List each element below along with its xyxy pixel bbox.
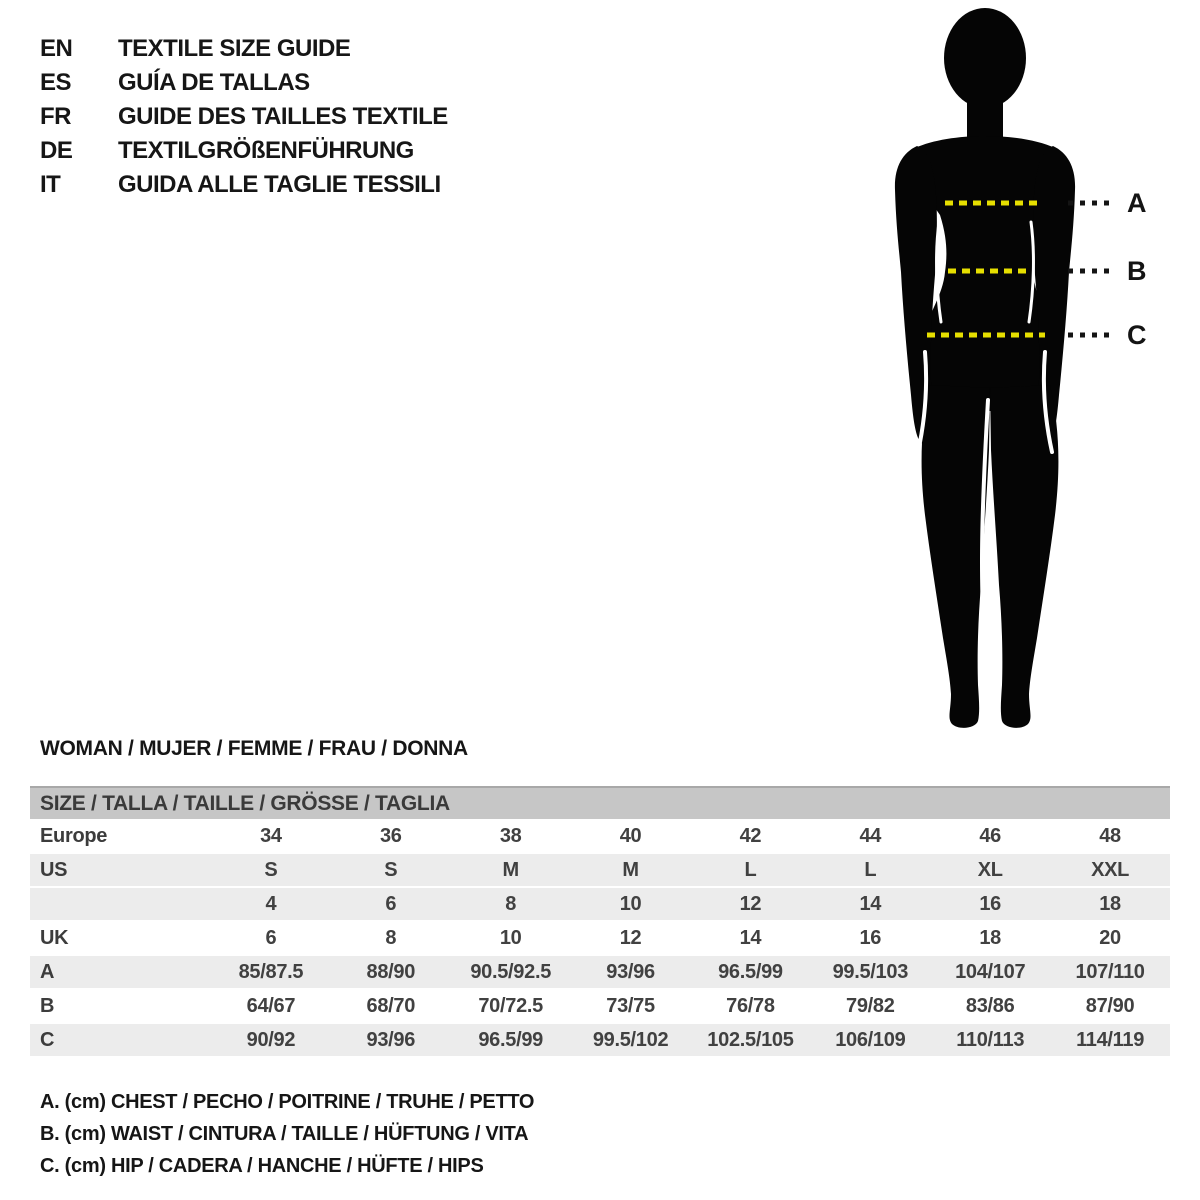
lang-label: TEXTILGRÖßENFÜHRUNG — [118, 137, 414, 164]
size-cell: 42 — [691, 820, 811, 853]
size-cell: 20 — [1050, 921, 1170, 955]
lang-label: GUÍA DE TALLAS — [118, 69, 310, 96]
size-cell: 64/67 — [211, 989, 331, 1023]
measure-label-c: C — [1127, 320, 1147, 350]
table-row — [30, 921, 1170, 955]
woman-silhouette-figure — [855, 0, 1200, 740]
size-cell: 99.5/103 — [810, 955, 930, 989]
lang-code: EN — [40, 35, 73, 62]
size-cell: 44 — [810, 820, 930, 853]
size-table-body — [30, 820, 1170, 1057]
size-cell: XL — [930, 853, 1050, 887]
size-cell: 70/72.5 — [451, 989, 571, 1023]
size-cell: 106/109 — [810, 1023, 930, 1057]
size-cell: 110/113 — [930, 1023, 1050, 1057]
size-cell: 102.5/105 — [691, 1023, 811, 1057]
size-cell: 90/92 — [211, 1023, 331, 1057]
size-cell: 8 — [331, 921, 451, 955]
size-cell: 87/90 — [1050, 989, 1170, 1023]
lang-row-en — [40, 32, 448, 66]
lang-label: GUIDE DES TAILLES TEXTILE — [118, 103, 448, 130]
size-cell: S — [211, 853, 331, 887]
lang-code: IT — [40, 171, 61, 198]
size-cell: 83/86 — [930, 989, 1050, 1023]
section-title-woman: WOMAN / MUJER / FEMME / FRAU / DONNA — [40, 737, 468, 760]
table-row — [30, 820, 1170, 853]
silhouette-neck — [967, 82, 1003, 142]
size-cell: 96.5/99 — [691, 955, 811, 989]
size-cell: 73/75 — [571, 989, 691, 1023]
size-cell: 93/96 — [331, 1023, 451, 1057]
size-cell: 93/96 — [571, 955, 691, 989]
legend-line-a: A. (cm) CHEST / PECHO / POITRINE / TRUHE / PETTO — [40, 1091, 535, 1113]
size-cell: 10 — [571, 887, 691, 921]
size-cell: 12 — [571, 921, 691, 955]
legend-line-c: C. (cm) HIP / CADERA / HANCHE / HÜFTE / HIPS — [40, 1155, 484, 1177]
lang-code: DE — [40, 137, 73, 164]
row-label: UK — [30, 921, 211, 955]
size-cell: 76/78 — [691, 989, 811, 1023]
row-label: A — [30, 955, 211, 989]
size-cell: 10 — [451, 921, 571, 955]
legend-line-b: B. (cm) WAIST / CINTURA / TAILLE / HÜFTUNG / VITA — [40, 1123, 529, 1145]
size-cell: 40 — [571, 820, 691, 853]
size-cell: M — [451, 853, 571, 887]
size-cell: 114/119 — [1050, 1023, 1170, 1057]
table-row — [30, 989, 1170, 1023]
size-cell: 99.5/102 — [571, 1023, 691, 1057]
size-cell: 68/70 — [331, 989, 451, 1023]
lang-row-it — [40, 168, 448, 202]
size-cell: 8 — [451, 887, 571, 921]
size-cell: M — [571, 853, 691, 887]
size-cell: 14 — [810, 887, 930, 921]
size-cell: 46 — [930, 820, 1050, 853]
lang-row-es — [40, 66, 448, 100]
lang-code: FR — [40, 103, 71, 130]
size-cell: 16 — [810, 921, 930, 955]
row-label: Europe — [30, 820, 211, 853]
size-cell: L — [810, 853, 930, 887]
size-cell: 6 — [211, 921, 331, 955]
size-cell: 18 — [930, 921, 1050, 955]
lang-code: ES — [40, 69, 72, 96]
table-row — [30, 1023, 1170, 1057]
size-cell: 85/87.5 — [211, 955, 331, 989]
size-cell: 48 — [1050, 820, 1170, 853]
language-title-block — [40, 32, 448, 202]
size-cell: 4 — [211, 887, 331, 921]
size-cell: 104/107 — [930, 955, 1050, 989]
measure-label-a: A — [1127, 188, 1147, 218]
lang-row-de — [40, 134, 448, 168]
measure-label-b: B — [1127, 256, 1147, 286]
size-table — [30, 786, 1170, 1058]
size-cell: 34 — [211, 820, 331, 853]
size-cell: S — [331, 853, 451, 887]
size-cell: XXL — [1050, 853, 1170, 887]
size-cell: 79/82 — [810, 989, 930, 1023]
row-label — [30, 887, 211, 921]
row-label: C — [30, 1023, 211, 1057]
size-cell: 96.5/99 — [451, 1023, 571, 1057]
lang-label: GUIDA ALLE TAGLIE TESSILI — [118, 171, 441, 198]
size-cell: 88/90 — [331, 955, 451, 989]
table-row — [30, 853, 1170, 887]
size-cell: 18 — [1050, 887, 1170, 921]
size-cell: 36 — [331, 820, 451, 853]
size-cell: 12 — [691, 887, 811, 921]
size-cell: 16 — [930, 887, 1050, 921]
size-table-header: SIZE / TALLA / TAILLE / GRÖSSE / TAGLIA — [30, 786, 1170, 819]
lang-row-fr — [40, 100, 448, 134]
measurement-legend — [40, 1086, 534, 1182]
size-cell: 38 — [451, 820, 571, 853]
size-cell: 14 — [691, 921, 811, 955]
size-cell: 107/110 — [1050, 955, 1170, 989]
size-cell: 6 — [331, 887, 451, 921]
lang-label: TEXTILE SIZE GUIDE — [118, 35, 351, 62]
row-label: US — [30, 853, 211, 887]
size-cell: L — [691, 853, 811, 887]
table-row — [30, 887, 1170, 921]
silhouette-left-leg — [922, 385, 990, 728]
table-row — [30, 955, 1170, 989]
row-label: B — [30, 989, 211, 1023]
size-cell: 90.5/92.5 — [451, 955, 571, 989]
